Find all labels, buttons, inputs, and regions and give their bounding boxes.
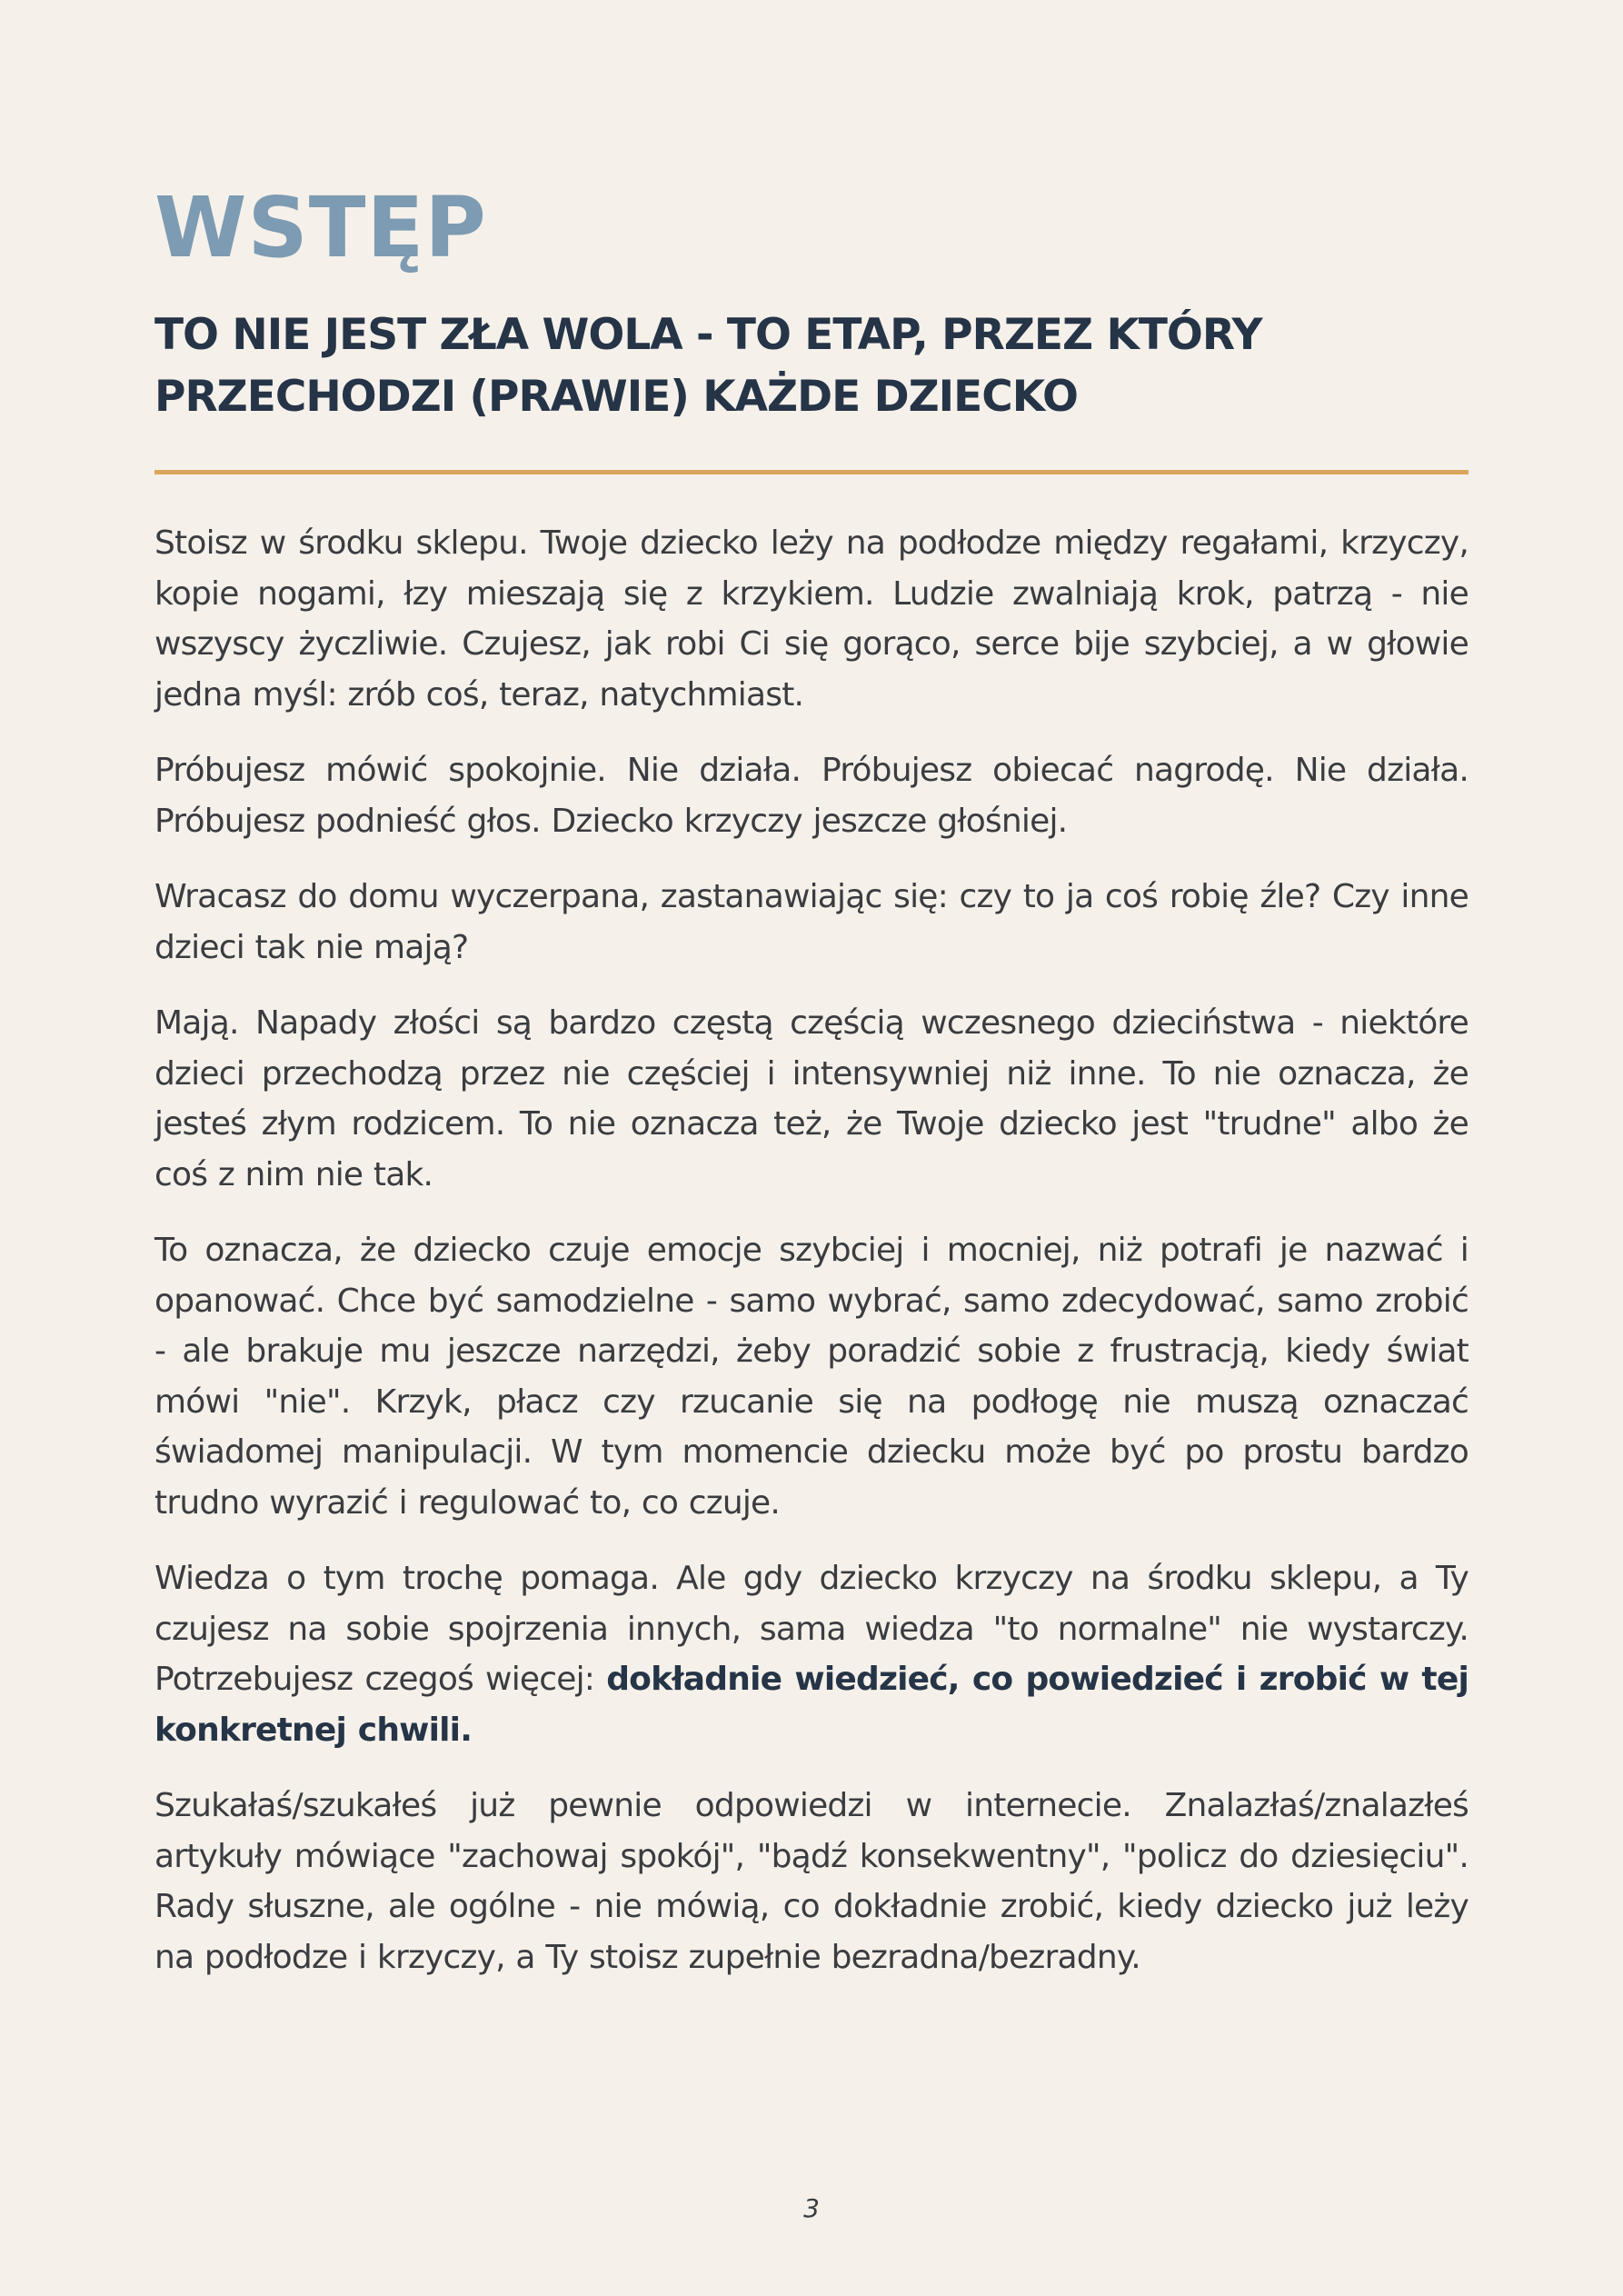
document-page <box>154 179 1469 2008</box>
chapter-subtitle <box>154 304 1469 428</box>
paragraph-4: Mają. Napady złości są bardzo częstą częścią wczesnego dzieciństwa - niektóre dzieci przechodzą przez nie częściej i intensywniej niż inne. To nie oznacza, że jesteś złym rodzicem. To nie oznacza też, że Twoje dziecko jest "trudne" albo że coś z nim nie tak. <box>154 1004 1469 1193</box>
paragraph-2: Próbujesz mówić spokojnie. Nie działa. Próbujesz obiecać nagrodę. Nie działa. Próbujesz podnieść głos. Dziecko krzyczy jeszcze głośniej. <box>154 752 1469 840</box>
subtitle-line-2: PRZECHODZI (PRAWIE) KAŻDE DZIECKO <box>154 372 1079 423</box>
subtitle-line-1: TO NIE JEST ZŁA WOLA - TO ETAP, PRZEZ KTÓRY <box>154 310 1262 361</box>
paragraph-3: Wracasz do domu wyczerpana, zastanawiając się: czy to ja coś robię źle? Czy inne dzieci tak nie mają? <box>154 878 1469 966</box>
page-number: 3 <box>803 2193 820 2223</box>
chapter-title: WSTĘP <box>154 179 487 276</box>
paragraph-6-text: Wiedza o tym trochę pomaga. Ale gdy dziecko krzyczy na środku sklepu, a Ty czujesz na sobie spojrzenia innych, sama wiedza "to normalne" nie wystarczy. Potrzebujesz czegoś więcej: <box>154 1560 1469 1699</box>
paragraph-1: Stoisz w środku sklepu. Twoje dziecko leży na podłodze między regałami, krzyczy, kopie nogami, łzy mieszają się z krzykiem. Ludzie zwalniają krok, patrzą - nie wszyscy życzliwie. Czujesz, jak robi Ci się gorąco, serce bije szybciej, a w głowie jedna myśl: zrób coś, teraz, natychmiast. <box>154 524 1469 714</box>
paragraph-6-emphasis: dokładnie wiedzieć, co powiedzieć i zrobić w tej konkretnej chwili. <box>154 1661 1469 1749</box>
body-text <box>154 518 1469 1982</box>
paragraph-5: To oznacza, że dziecko czuje emocje szybciej i mocniej, niż potrafi je nazwać i opanować. Chce być samodzielne - samo wybrać, samo zdecydować, samo zrobić - ale brakuje mu jeszcze narzędzi, żeby poradzić sobie z frustracją, kiedy świat mówi "nie". Krzyk, płacz czy rzucanie się na podłogę nie muszą oznaczać świadomej manipulacji. W tym momencie dziecku może być po prostu bardzo trudno wyrazić i regulować to, co czuje. <box>154 1232 1469 1522</box>
paragraph-7: Szukałaś/szukałeś już pewnie odpowiedzi w internecie. Znalazłaś/znalazłeś artykuły mówiące "zachowaj spokój", "bądź konsekwentny", "policz do dziesięciu". Rady słuszne, ale ogólne - nie mówią, co dokładnie zrobić, kiedy dziecko już leży na podłodze i krzyczy, a Ty stoisz zupełnie bezradna/bezradny. <box>154 1787 1469 1976</box>
divider-line <box>154 470 1469 474</box>
paragraph-6 <box>154 1553 1469 1755</box>
